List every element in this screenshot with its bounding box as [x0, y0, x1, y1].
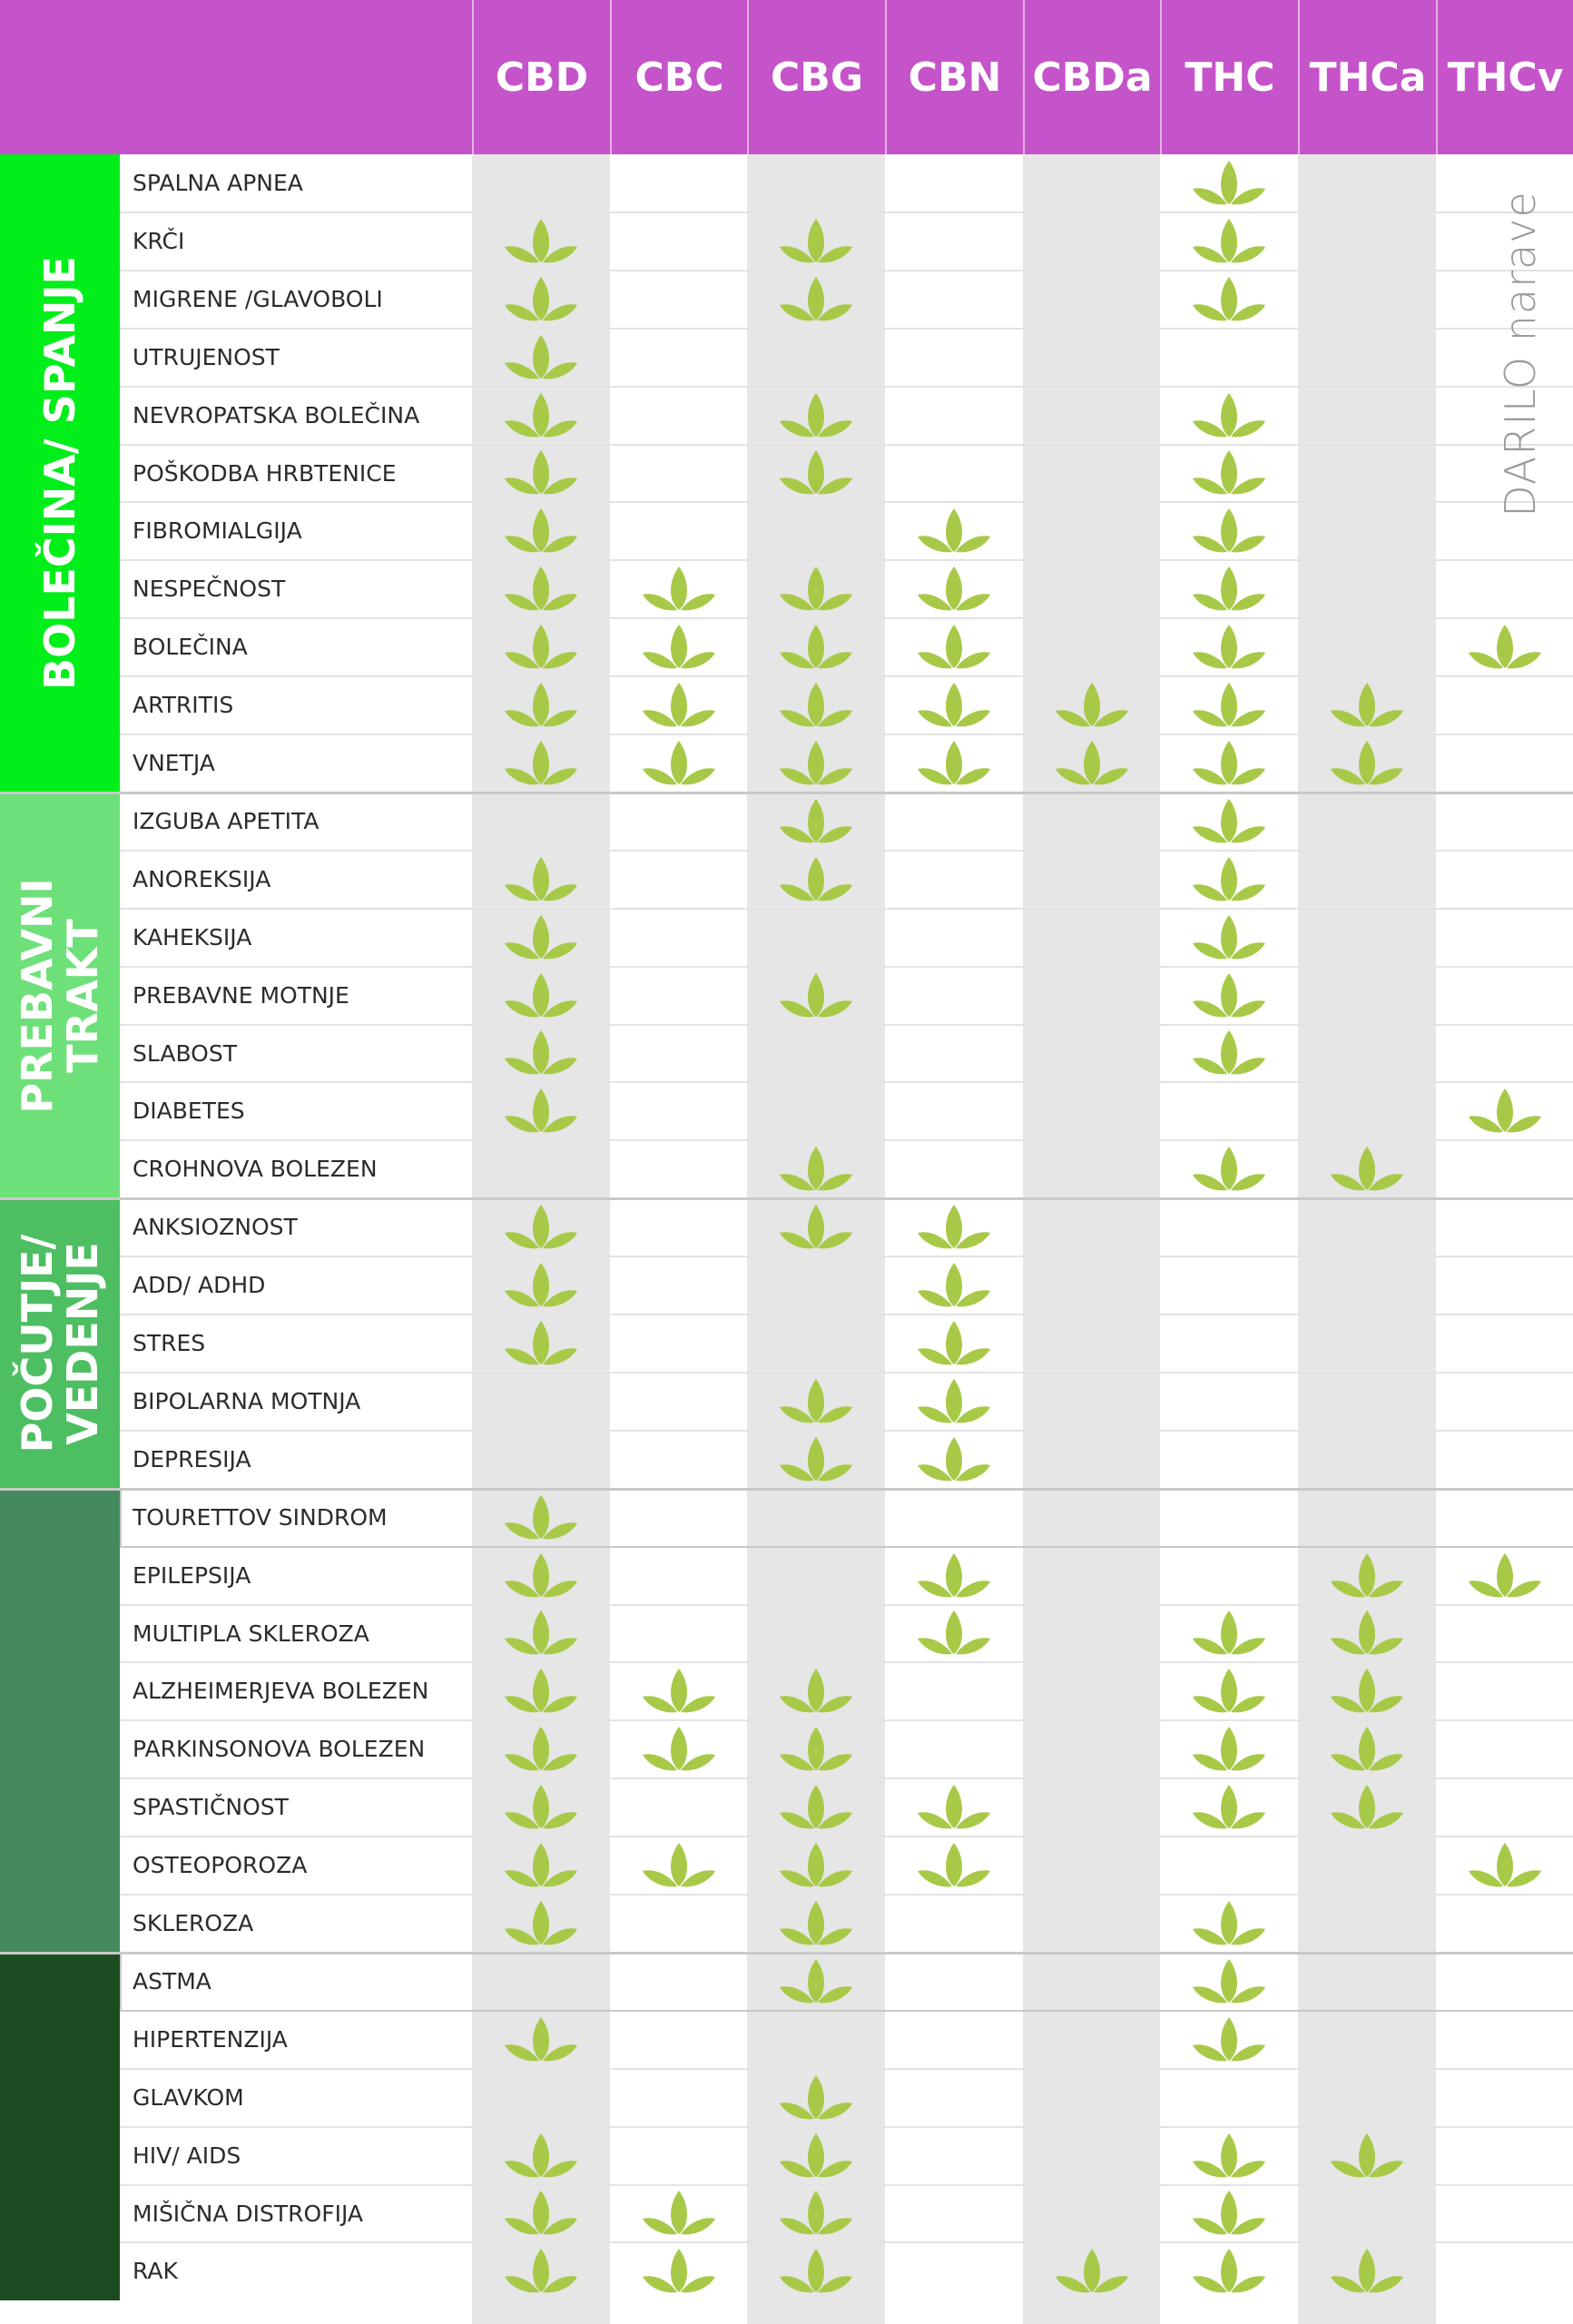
leaf-icon — [916, 1377, 992, 1426]
condition-label: TOURETTOV SINDROM — [133, 1503, 388, 1531]
leaf-icon — [503, 1203, 579, 1252]
leaf-icon — [778, 217, 854, 266]
leaf-icon — [1329, 2132, 1405, 2181]
leaf-icon — [503, 623, 579, 672]
column-header-cbn: CBN — [885, 0, 1023, 154]
leaf-icon — [1191, 1145, 1267, 1194]
row-divider — [120, 2068, 1573, 2070]
leaf-icon — [503, 2015, 579, 2064]
leaf-icon — [1191, 913, 1267, 962]
leaf-icon — [916, 1435, 992, 1484]
leaf-icon — [1329, 739, 1405, 788]
leaf-icon — [503, 507, 579, 556]
condition-label: HIPERTENZIJA — [133, 2025, 288, 2053]
row-divider — [120, 1777, 1573, 1779]
leaf-icon — [1191, 681, 1267, 730]
leaf-icon — [503, 2247, 579, 2296]
leaf-icon — [1191, 1609, 1267, 1658]
condition-label: VNETJA — [133, 750, 215, 776]
row-divider — [120, 1256, 1573, 1257]
leaf-icon — [641, 1841, 717, 1890]
leaf-icon — [778, 681, 854, 730]
condition-label: KAHEKSIJA — [133, 923, 252, 950]
column-header-cbda: CBDa — [1023, 0, 1160, 154]
condition-label: PARKINSONOVA BOLEZEN — [133, 1736, 426, 1763]
condition-label: KRČI — [133, 227, 185, 254]
leaf-icon — [1191, 855, 1267, 904]
leaf-icon — [641, 2189, 717, 2238]
leaf-icon — [778, 2073, 854, 2122]
row-divider — [120, 1894, 1573, 1896]
leaf-icon — [1467, 623, 1543, 672]
leaf-icon — [1329, 1609, 1405, 1658]
condition-label: ASTMA — [133, 1967, 211, 1994]
column-header-cbg: CBG — [747, 0, 885, 154]
leaf-icon — [778, 1841, 854, 1890]
leaf-icon — [1191, 217, 1267, 266]
column-header-cbc: CBC — [610, 0, 747, 154]
leaf-icon — [503, 913, 579, 962]
category-divider — [0, 1952, 1573, 1955]
leaf-icon — [778, 1145, 854, 1194]
column-shade — [1298, 154, 1436, 2324]
leaf-icon — [916, 681, 992, 730]
row-divider — [120, 617, 1573, 619]
leaf-icon — [503, 855, 579, 904]
condition-label: CROHNOVA BOLEZEN — [133, 1156, 378, 1183]
condition-label: IZGUBA APETITA — [133, 807, 320, 834]
leaf-icon — [1329, 1145, 1405, 1194]
leaf-icon — [641, 2247, 717, 2296]
leaf-icon — [641, 1667, 717, 1716]
row-divider — [120, 908, 1573, 910]
leaf-icon — [1191, 1667, 1267, 1716]
condition-label: MIGRENE /GLAVOBOLI — [133, 285, 383, 312]
row-divider — [120, 1836, 1573, 1837]
leaf-icon — [503, 1899, 579, 1948]
leaf-icon — [503, 391, 579, 440]
condition-label: OSTEOPOROZA — [133, 1852, 308, 1879]
leaf-icon — [778, 797, 854, 846]
leaf-icon — [503, 971, 579, 1020]
leaf-icon — [1191, 2247, 1267, 2296]
leaf-icon — [778, 1725, 854, 1774]
leaf-icon — [641, 681, 717, 730]
leaf-icon — [503, 1609, 579, 1658]
column-header-thcv: THCv — [1436, 0, 1573, 154]
row-divider — [120, 850, 1573, 852]
leaf-icon — [503, 565, 579, 614]
leaf-icon — [778, 855, 854, 904]
leaf-icon — [641, 739, 717, 788]
condition-label: NESPEČNOST — [133, 576, 286, 603]
leaf-icon — [916, 623, 992, 672]
row-divider — [120, 2010, 1573, 2012]
leaf-icon — [503, 2132, 579, 2181]
leaf-icon — [503, 1783, 579, 1832]
condition-label: BIPOLARNA MOTNJA — [133, 1387, 361, 1414]
condition-label: RAK — [133, 2258, 178, 2285]
leaf-icon — [916, 1203, 992, 1252]
leaf-icon — [916, 1609, 992, 1658]
condition-label: STRES — [133, 1330, 206, 1356]
leaf-icon — [503, 1667, 579, 1716]
leaf-icon — [503, 739, 579, 788]
leaf-icon — [641, 1725, 717, 1774]
leaf-icon — [778, 448, 854, 497]
category-label: BOLEČINA/ SPANJE — [35, 256, 84, 691]
leaf-icon — [503, 2189, 579, 2238]
leaf-icon — [641, 565, 717, 614]
leaf-icon — [1054, 739, 1130, 788]
condition-label: DEPRESIJA — [133, 1445, 251, 1472]
leaf-icon — [778, 623, 854, 672]
category-block — [0, 1953, 120, 2300]
leaf-icon — [916, 1841, 992, 1890]
leaf-icon — [1329, 681, 1405, 730]
leaf-icon — [1191, 2015, 1267, 2064]
leaf-icon — [916, 1261, 992, 1310]
row-divider — [120, 559, 1573, 561]
condition-label: ALZHEIMERJEVA BOLEZEN — [133, 1678, 429, 1705]
leaf-icon — [916, 507, 992, 556]
category-label: POČUTJE/ VEDENJE — [13, 1234, 107, 1453]
leaf-icon — [1191, 391, 1267, 440]
category-label: PREBAVNI TRAKT — [13, 877, 107, 1114]
leaf-icon — [916, 1319, 992, 1368]
condition-label: SPASTIČNOST — [133, 1794, 289, 1821]
leaf-icon — [503, 1725, 579, 1774]
leaf-icon — [1191, 1783, 1267, 1832]
leaf-icon — [503, 1493, 579, 1542]
leaf-icon — [1191, 797, 1267, 846]
leaf-icon — [503, 275, 579, 324]
column-header-thca: THCa — [1298, 0, 1436, 154]
leaf-icon — [1191, 507, 1267, 556]
leaf-icon — [503, 1551, 579, 1600]
leaf-icon — [778, 1435, 854, 1484]
leaf-icon — [1467, 1087, 1543, 1136]
condition-label: ADD/ ADHD — [133, 1272, 266, 1299]
column-shade — [1023, 154, 1160, 2324]
condition-label: PREBAVNE MOTNJE — [133, 981, 349, 1009]
leaf-icon — [503, 1029, 579, 1078]
leaf-icon — [1191, 2132, 1267, 2181]
leaf-icon — [1329, 1725, 1405, 1774]
condition-label: MIŠIČNA DISTROFIJA — [133, 2200, 363, 2227]
leaf-icon — [1191, 1899, 1267, 1948]
leaf-icon — [916, 565, 992, 614]
leaf-icon — [503, 1087, 579, 1136]
condition-label: UTRUJENOST — [133, 343, 280, 370]
leaf-icon — [778, 971, 854, 1020]
leaf-icon — [1329, 1783, 1405, 1832]
leaf-icon — [1191, 448, 1267, 497]
leaf-icon — [916, 1551, 992, 1600]
condition-label: SLABOST — [133, 1039, 238, 1067]
row-divider — [120, 1430, 1573, 1432]
leaf-icon — [778, 1783, 854, 1832]
condition-label: ARTRITIS — [133, 692, 234, 719]
leaf-icon — [1191, 1029, 1267, 1078]
row-divider — [120, 734, 1573, 735]
leaf-icon — [916, 739, 992, 788]
category-block — [0, 1489, 120, 1953]
condition-label: ANOREKSIJA — [133, 865, 271, 892]
condition-label: ANKSIOZNOST — [133, 1214, 298, 1241]
leaf-icon — [778, 1957, 854, 2006]
condition-label: GLAVKOM — [133, 2083, 244, 2111]
leaf-icon — [778, 1203, 854, 1252]
row-divider — [120, 675, 1573, 677]
leaf-icon — [1467, 1841, 1543, 1890]
leaf-icon — [1191, 275, 1267, 324]
leaf-icon — [1191, 1725, 1267, 1774]
leaf-icon — [778, 2189, 854, 2238]
leaf-icon — [1467, 1551, 1543, 1600]
row-divider — [120, 2241, 1573, 2243]
leaf-icon — [778, 2247, 854, 2296]
leaf-icon — [503, 448, 579, 497]
leaf-icon — [1191, 565, 1267, 614]
column-header-thc: THC — [1160, 0, 1298, 154]
leaf-icon — [778, 1899, 854, 1948]
row-divider — [120, 1546, 1573, 1548]
leaf-icon — [1191, 1957, 1267, 2006]
leaf-icon — [1191, 159, 1267, 208]
leaf-icon — [778, 1667, 854, 1716]
leaf-icon — [778, 1377, 854, 1426]
condition-label: HIV/ AIDS — [133, 2142, 241, 2169]
row-divider — [120, 2126, 1573, 2128]
leaf-icon — [503, 681, 579, 730]
leaf-icon — [1054, 2247, 1130, 2296]
leaf-icon — [778, 2132, 854, 2181]
condition-label: DIABETES — [133, 1098, 245, 1125]
condition-label: FIBROMIALGIJA — [133, 517, 302, 545]
leaf-icon — [1329, 1551, 1405, 1600]
condition-label: POŠKODBA HRBTENICE — [133, 459, 397, 487]
row-divider — [120, 1081, 1573, 1083]
row-divider — [120, 1314, 1573, 1315]
condition-label: EPILEPSIJA — [133, 1561, 251, 1589]
leaf-icon — [916, 1783, 992, 1832]
condition-label: BOLEČINA — [133, 634, 248, 661]
leaf-icon — [503, 217, 579, 266]
condition-label: SPALNA APNEA — [133, 170, 303, 196]
leaf-icon — [1329, 2247, 1405, 2296]
row-divider — [120, 328, 1573, 330]
row-divider — [120, 212, 1573, 213]
leaf-icon — [1054, 681, 1130, 730]
leaf-icon — [778, 275, 854, 324]
leaf-icon — [503, 333, 579, 382]
leaf-icon — [641, 623, 717, 672]
leaf-icon — [1191, 971, 1267, 1020]
row-divider — [120, 1024, 1573, 1026]
condition-label: MULTIPLA SKLEROZA — [133, 1620, 369, 1647]
brand-watermark: DARILO narave — [1496, 191, 1545, 517]
leaf-icon — [1191, 739, 1267, 788]
leaf-icon — [778, 391, 854, 440]
row-divider — [120, 501, 1573, 503]
leaf-icon — [778, 565, 854, 614]
leaf-icon — [1191, 2189, 1267, 2238]
condition-label: SKLEROZA — [133, 1910, 254, 1936]
leaf-icon — [503, 1261, 579, 1310]
leaf-icon — [1191, 623, 1267, 672]
leaf-icon — [778, 739, 854, 788]
column-header-cbd: CBD — [472, 0, 610, 154]
leaf-icon — [503, 1319, 579, 1368]
leaf-icon — [503, 1841, 579, 1890]
leaf-icon — [1329, 1667, 1405, 1716]
condition-label: NEVROPATSKA BOLEČINA — [133, 401, 420, 428]
